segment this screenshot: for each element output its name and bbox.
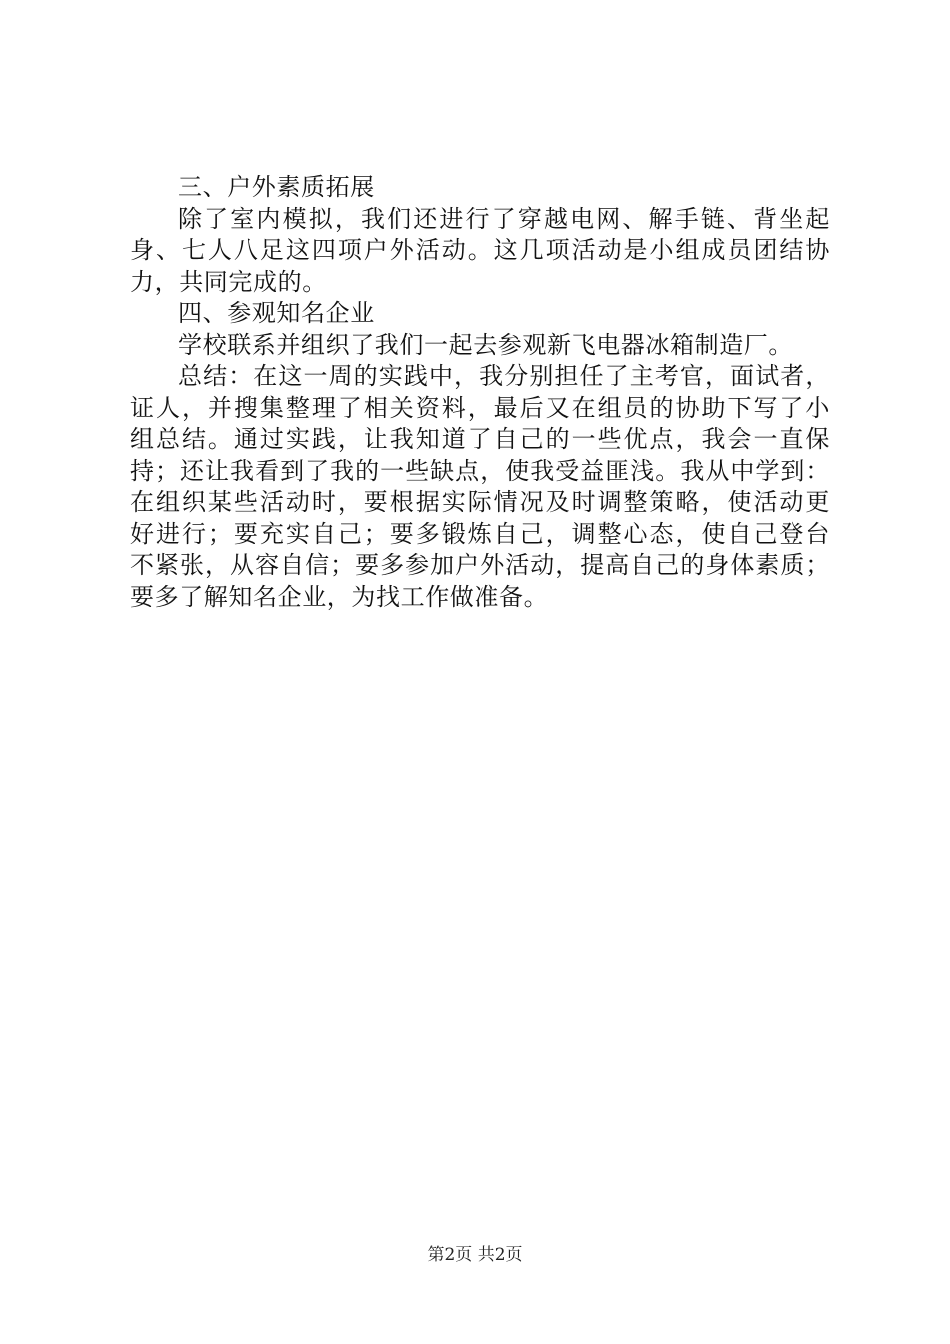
summary-line: 持；还让我看到了我的一些缺点，使我受益匪浅。我从中学到：: [130, 456, 830, 485]
section-heading-visit: 四、参观知名企业: [178, 299, 375, 327]
summary-line: 要多了解知名企业，为找工作做准备。: [130, 582, 549, 611]
section-heading-outdoor: 三、户外素质拓展: [178, 173, 375, 201]
summary-line: 好进行；要充实自己；要多锻炼自己，调整心态，使自己登台: [130, 519, 830, 548]
summary-line: 组总结。通过实践，让我知道了自己的一些优点，我会一直保: [130, 425, 830, 453]
paragraph-line: 学校联系并组织了我们一起去参观新飞电器冰箱制造厂。: [178, 330, 793, 359]
summary-line: 证人，并搜集整理了相关资料，最后又在组员的协助下写了小: [130, 393, 830, 422]
summary-line: 在组织某些活动时，要根据实际情况及时调整策略，使活动更: [130, 488, 830, 516]
summary-line: 不紧张，从容自信；要多参加户外活动，提高自己的身体素质；: [130, 551, 830, 579]
paragraph-line: 力，共同完成的。: [130, 267, 327, 296]
summary-line: 总结：在这一周的实践中，我分别担任了主考官，面试者，: [178, 362, 830, 390]
paragraph-line: 身、七人八足这四项户外活动。这几项活动是小组成员团结协: [130, 236, 830, 264]
document-body: [130, 172, 830, 613]
paragraph-line: 除了室内模拟，我们还进行了穿越电网、解手链、背坐起: [178, 204, 830, 233]
page-number-footer: 第2页 共2页: [427, 1245, 523, 1265]
